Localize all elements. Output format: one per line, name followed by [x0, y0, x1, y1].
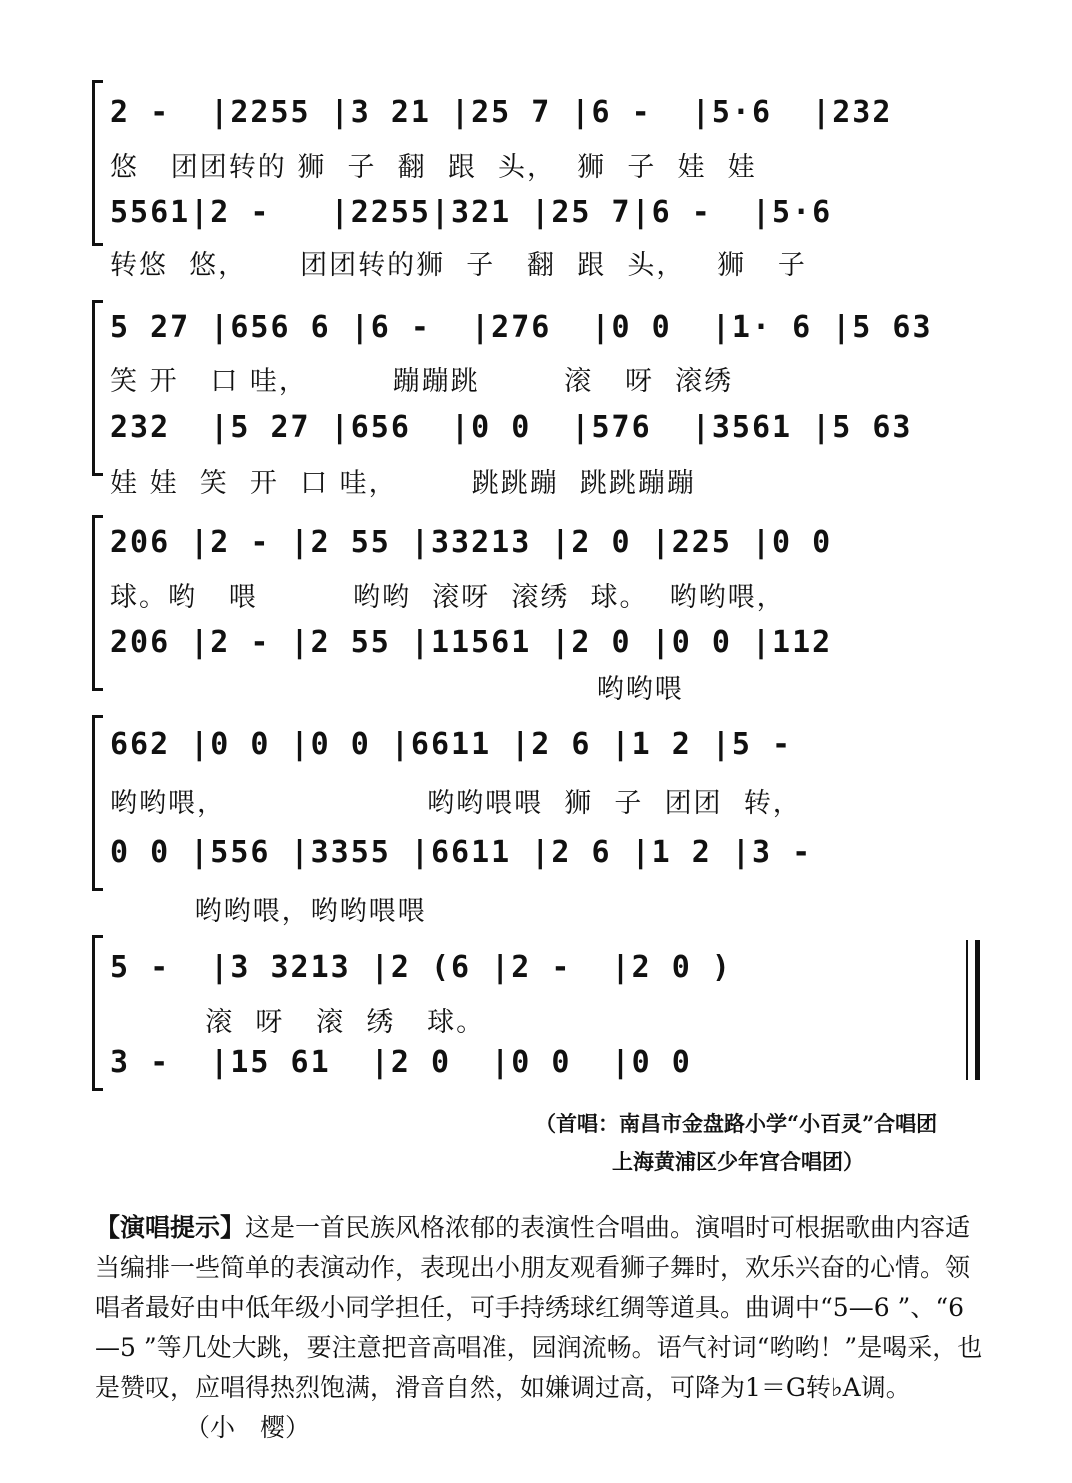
- notes-lower: 5561|2 - |2255|321 |25 7|6 - |5·6: [110, 195, 833, 230]
- final-barline-thin: [966, 940, 968, 1080]
- lyric-lower: 转悠 悠， 团团转的狮 子 翻 跟 头， 狮 子: [110, 250, 807, 281]
- tips-body: 这是一首民族风格浓郁的表演性合唱曲。演唱时可根据歌曲内容适当编排一些简单的表演动作，表现出小朋友观看狮子舞时，欢乐兴奋的心情。领唱者最好由中低年级小同学担任，可手持绣球红绸等道具。曲调中“5—6 ”、“6—5 ”等几处大跳，要注意把音高唱准，园润流畅。语气衬词“哟哟！”是喝采，也是赞叹，应唱得热烈饱满，滑音自然，如嫌调过高，可降为1＝G转♭A调。: [95, 1213, 983, 1402]
- performance-tips: [95, 1208, 985, 1448]
- staff-lower: [110, 620, 985, 666]
- lyric-upper: 滚 呀 滚 绣 球。: [110, 1007, 486, 1038]
- lyric-upper: 哟哟喂， 哟哟喂喂 狮 子 团团 转，: [110, 788, 802, 819]
- lyric-lower: 哟哟喂: [110, 674, 684, 705]
- final-barline: [975, 940, 980, 1080]
- system-brace: [92, 515, 103, 691]
- system-brace: [92, 300, 103, 476]
- notes-lower: 206 |2 - |2 55 |11561 |2 0 |0 0 |112: [110, 625, 833, 660]
- staff-upper: [110, 305, 985, 351]
- staff-upper: [110, 520, 985, 566]
- lyric-upper: 悠 团团转的 狮 子 翻 跟 头， 狮 子 娃 娃: [110, 152, 757, 183]
- system-brace: [92, 715, 103, 891]
- system-brace: [92, 935, 103, 1091]
- staff-lower: [110, 830, 985, 876]
- lyric-lower: 娃 娃 笑 开 口 哇， 跳跳蹦 跳跳蹦蹦: [110, 468, 696, 499]
- credit-line-2: 上海黄浦区少年宫合唱团）: [612, 1149, 864, 1174]
- notes-upper: 206 |2 - |2 55 |33213 |2 0 |225 |0 0: [110, 525, 833, 560]
- tips-heading: 【演唱提示】: [95, 1213, 246, 1242]
- staff-lower: [110, 405, 985, 451]
- lyric-upper: 笑 开 口 哇， 蹦蹦跳 滚 呀 滚绣: [110, 366, 734, 397]
- lyric-lower: 哟哟喂，哟哟喂喂: [110, 896, 427, 927]
- staff-upper: [110, 722, 985, 768]
- staff-lower: [110, 190, 985, 236]
- staff-lower: [110, 1040, 985, 1086]
- notes-upper: 5 - |3 3213 |2 (6 |2 - |2 0 ): [110, 950, 732, 985]
- notes-lower: 232 |5 27 |656 |0 0 |576 |3561 |5 63: [110, 410, 913, 445]
- notes-lower: 3 - |15 61 |2 0 |0 0 |0 0: [110, 1045, 692, 1080]
- staff-upper: [110, 945, 985, 991]
- tips-signature: （小 樱）: [185, 1413, 311, 1442]
- notes-lower: 0 0 |556 |3355 |6611 |2 6 |1 2 |3 -: [110, 835, 813, 870]
- credit-line-1: （首唱：南昌市金盘路小学“小百灵”合唱团: [535, 1111, 938, 1136]
- lyric-upper: 球。哟 喂 哟哟 滚呀 滚绣 球。 哟哟喂，: [110, 582, 786, 613]
- notes-upper: 2 - |2255 |3 21 |25 7 |6 - |5·6 |232: [110, 95, 893, 130]
- system-brace: [92, 80, 103, 246]
- staff-upper: [110, 90, 985, 136]
- notes-upper: 5 27 |656 6 |6 - |276 |0 0 |1· 6 |5 63: [110, 310, 933, 345]
- notes-upper: 662 |0 0 |0 0 |6611 |2 6 |1 2 |5 -: [110, 727, 793, 762]
